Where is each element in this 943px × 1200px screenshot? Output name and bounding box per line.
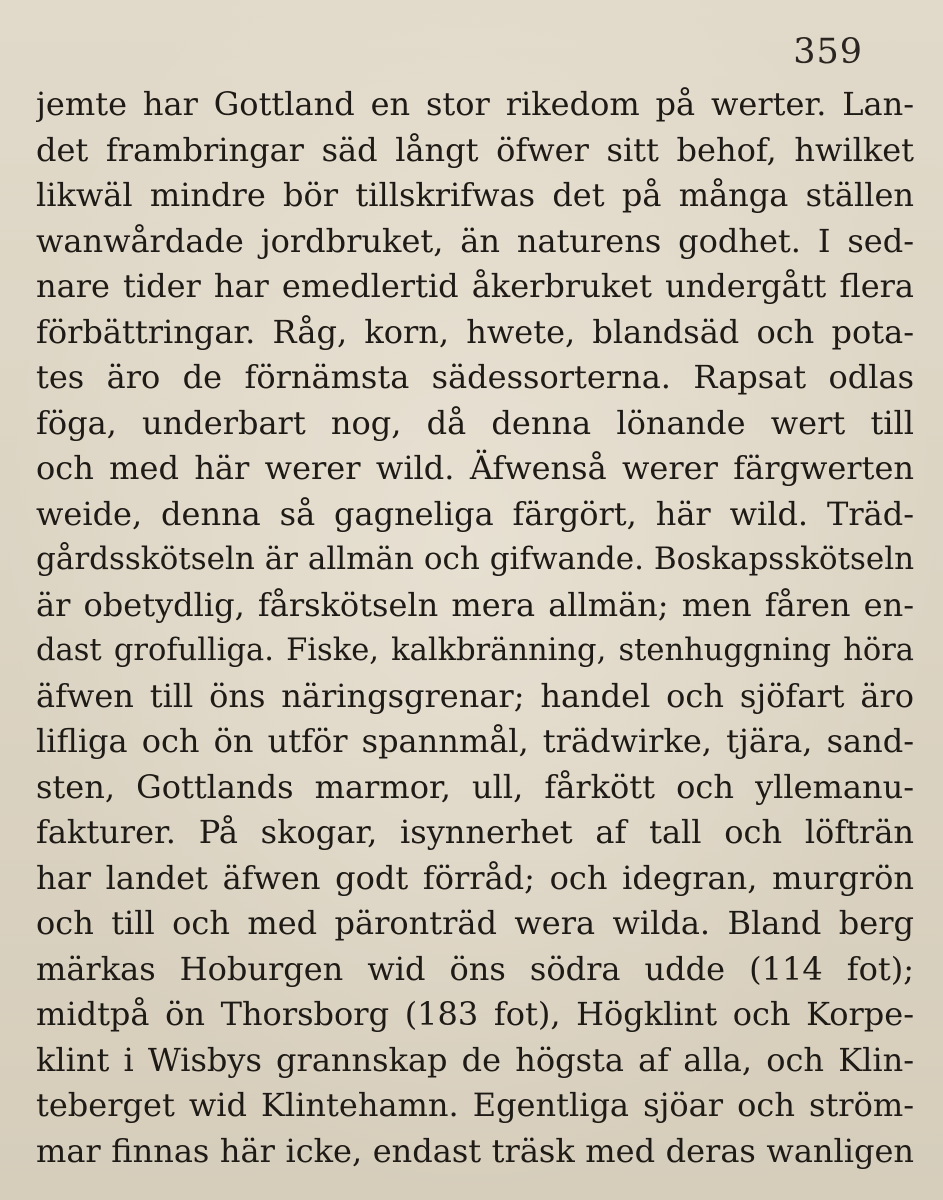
text-line: mar finnas här icke, endast träsk med deras wanligen: [36, 1131, 914, 1170]
text-line: nare tider har emedlertid åkerbruket undergått flera: [36, 267, 914, 305]
text-line: förbättringar. Råg, korn, hwete, blandsäd och pota-: [36, 312, 914, 351]
text-line: midtpå ön Thorsborg (183 fot), Högklint och Korpe-: [36, 995, 914, 1033]
text-line: wanwårdade jordbruket, än naturens godhet. I sed-: [36, 221, 914, 260]
text-line: dast grofulliga. Fiske, kalkbränning, stenhuggning höra: [36, 633, 914, 668]
text-line: klint i Wisbys grannskap de högsta af alla, och Klin-: [36, 1040, 914, 1079]
body-text: [36, 82, 914, 1174]
text-line: äfwen till öns näringsgrenar; handel och sjöfart äro: [36, 676, 914, 715]
text-line: weide, denna så gagneliga färgört, här wild. Träd-: [36, 494, 914, 533]
text-line: fakturer. På skogar, isynnerhet af tall och löfträn: [36, 813, 914, 851]
text-line: teberget wid Klintehamn. Egentliga sjöar och ström-: [36, 1086, 914, 1124]
page-number: 359: [793, 32, 863, 72]
text-line: märkas Hoburgen wid öns södra udde (114 fot);: [36, 949, 914, 988]
text-line: och med här werer wild. Äfwenså werer färgwerten: [36, 449, 914, 487]
text-line: tes äro de förnämsta sädessorterna. Rapsat odlas: [36, 358, 914, 396]
text-line: sten, Gottlands marmor, ull, fårkött och yllemanu-: [36, 767, 914, 806]
text-line: och till och med päronträd wera wilda. Bland berg: [36, 904, 914, 942]
text-line: likwäl mindre bör tillskrifwas det på många ställen: [36, 176, 914, 214]
text-line: har landet äfwen godt förråd; och idegran, murgrön: [36, 858, 914, 897]
text-line: föga, underbart nog, då denna lönande wert till: [36, 403, 914, 442]
text-line: lifliga och ön utför spannmål, trädwirke, tjära, sand-: [36, 722, 914, 760]
text-line: gårdsskötseln är allmän och gifwande. Boskapsskötseln: [36, 541, 914, 577]
text-line: det frambringar säd långt öfwer sitt behof, hwilket: [36, 130, 914, 169]
text-line: jemte har Gottland en stor rikedom på werter. Lan-: [36, 85, 914, 123]
text-line: är obetydlig, fårskötseln mera allmän; men fåren en-: [36, 585, 914, 624]
